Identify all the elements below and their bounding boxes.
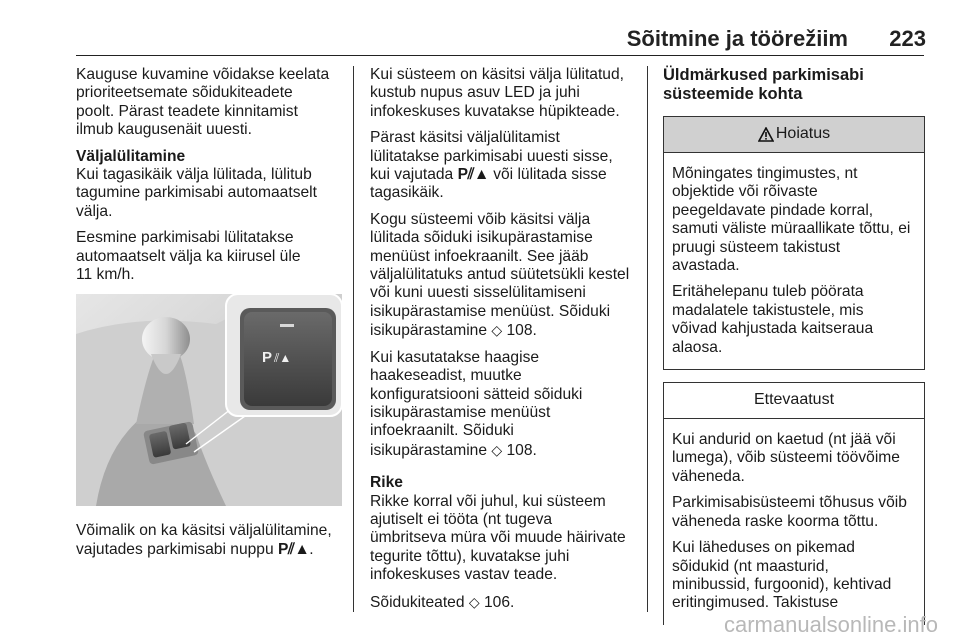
subheading-disable: Väljalülitamine [76, 147, 186, 165]
paragraph: Eesmine parkimisabi lülitatakse automaatselt välja ka kiirusel üle 11 km/h. [76, 229, 301, 284]
paragraph: Võimalik on ka käsitsi väljalülitamine, vajutades parkimisabi nuppu P⫽▲. [76, 522, 332, 558]
cross-reference-icon: ◇ [468, 593, 480, 610]
console-photo [76, 294, 342, 506]
page-reference[interactable]: 108. [506, 441, 537, 459]
park-assist-icon: P⫽▲ [457, 166, 489, 184]
svg-text:P: P [262, 349, 273, 367]
paragraph: Pärast käsitsi väljalülitamist lülitatakse parkimisabi uuesti sisse, kui vajutada P⫽▲ või lülitada sisse tagasikäik. [370, 129, 613, 202]
column-divider-2 [647, 66, 648, 612]
header-divider [76, 55, 924, 56]
caution-title: Ettevaatust [753, 391, 835, 409]
paragraph: Parkimisabisüsteemi tõhusus võib väheneda raske koorma tõttu. [672, 494, 907, 530]
caution-header [664, 383, 924, 419]
watermark: carmanualsonline.info [723, 612, 938, 637]
warning-box [663, 116, 925, 370]
paragraph: Kui kasutatakse haagise haakeseadist, muutke konfiguratsiooni sätteid sõiduki isikupärastamise menüüst infoekraanilt. Sõiduki isikupärastamine ◇ 108. [370, 348, 583, 459]
page-reference[interactable]: 108. [506, 322, 537, 340]
column-2 [370, 66, 636, 620]
page-number: 223 [889, 26, 926, 51]
caution-body [664, 419, 924, 625]
column-3 [663, 66, 925, 625]
cross-reference-icon: ◇ [491, 441, 503, 458]
caution-box [663, 382, 925, 625]
column-divider-1 [353, 66, 354, 612]
page-reference[interactable]: 106. [483, 593, 515, 611]
paragraph: Kui läheduses on pikemad sõidukid (nt maasturid, minibussid, furgoonid), kehtivad eritingimused. Takistuse [672, 539, 892, 612]
section-title: Sõitmine ja töörežiim [626, 26, 848, 51]
gear-shifter-illustration [76, 294, 342, 506]
paragraph: Eritähelepanu tuleb pöörata madalatele takistustele, mis võivad kahjustada kaitseraua alaosa. [672, 283, 874, 356]
cross-reference-icon: ◇ [491, 322, 503, 339]
paragraph: Kogu süsteemi võib käsitsi välja lülitada sõiduki isikupärastamise menüüst infoekraanilt. See jääb väljalülitatuks antud süütetsükli kestel või kuni uuesti sisselülitamiseni isikupärastamise menüüst. Sõiduki isikupärastamine ◇ 108. [370, 210, 630, 340]
warning-triangle-icon [758, 127, 774, 142]
paragraph: Kui andurid on kaetud (nt jää või lumega), võib süsteemi töövõime väheneda. [672, 431, 900, 485]
paragraph: Kui tagasikäik välja lülitada, lülitub tagumine parkimisabi automaatselt välja. [76, 166, 317, 220]
paragraph: Sõidukiteated ◇ 106. [370, 593, 515, 611]
paragraph: Kui süsteem on käsitsi välja lülitatud, kustub nupus asuv LED ja juhi infokeskuses kuvatakse hüpikteade. [370, 66, 624, 120]
svg-text:⫽▲: ⫽▲ [274, 351, 292, 366]
warning-header [664, 117, 924, 153]
warning-title: Hoiatus [775, 125, 831, 143]
park-assist-icon: P⫽▲ [277, 540, 310, 558]
paragraph: Rikke korral või juhul, kui süsteem ajutiselt ei tööta (nt tugeva ümbritseva müra või muude häirivate tegurite tõttu), kuvatakse juhi infokeskuses vastav teade. [370, 492, 626, 584]
warning-body [664, 153, 924, 369]
page-header [0, 0, 960, 56]
section-heading: Üldmärkused parkimisabi süsteemide kohta [663, 66, 864, 103]
paragraph: Mõningates tingimustes, nt objektide või rõivaste peegeldavate pindade korral, samuti väliste müraallikate tõttu, ei pruugi süsteem takistust avastada. [672, 165, 911, 275]
paragraph: Kauguse kuvamine võidakse keelata prioriteetsemate sõidukiteadete poolt. Pärast teadete kinnitamist ilmub kaugusenäit uuesti. [76, 66, 330, 139]
column-1 [76, 66, 342, 567]
subheading-fault: Rike [370, 474, 403, 492]
